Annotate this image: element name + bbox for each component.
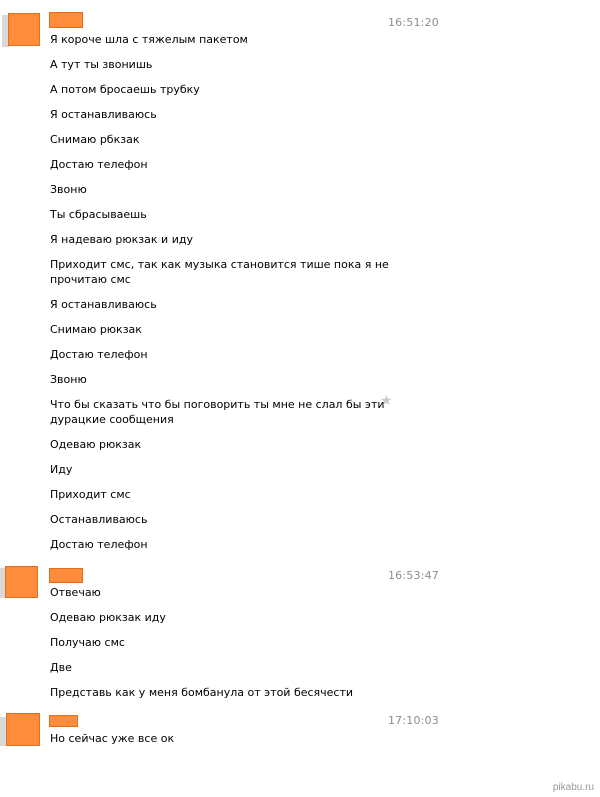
message-line: Звоню	[50, 183, 87, 196]
message-timestamp: 17:10:03	[387, 714, 439, 727]
watermark: pikabu.ru	[552, 782, 594, 793]
message-line: Отвечаю	[50, 586, 101, 599]
message-line: Представь как у меня бомбанула от этой бесячести	[50, 686, 354, 699]
message-line: Но сейчас уже все ок	[50, 732, 175, 745]
message-line: Что бы сказать что бы поговорить ты мне не слал бы эти дурацкие сообщения	[50, 398, 385, 426]
message-line: Достаю телефон	[50, 348, 148, 361]
message-line: Снимаю рбкзак	[50, 133, 140, 146]
avatar[interactable]	[5, 566, 38, 598]
star-icon[interactable]: ★	[380, 393, 393, 409]
message-line: Приходит смс, так как музыка становится тише пока я не прочитаю смс	[50, 258, 389, 286]
message-line: А тут ты звонишь	[50, 58, 153, 71]
message-line: Достаю телефон	[50, 158, 148, 171]
message-timestamp: 16:51:20	[387, 16, 439, 29]
message-line: Я останавливаюсь	[50, 108, 157, 121]
message-line: Ты сбрасываешь	[50, 208, 147, 221]
message-lines	[50, 731, 390, 756]
message-lines	[50, 32, 390, 562]
message-timestamp: 16:53:47	[387, 569, 439, 582]
sender-name[interactable]	[49, 715, 78, 727]
sender-name[interactable]	[49, 568, 83, 583]
sender-name[interactable]	[49, 12, 83, 28]
message-line: Я останавливаюсь	[50, 298, 157, 311]
message-line: Снимаю рюкзак	[50, 323, 142, 336]
message-line: Останавливаюсь	[50, 513, 148, 526]
message-line: Приходит смс	[50, 488, 131, 501]
message-line: А потом бросаешь трубку	[50, 83, 200, 96]
message-line: Иду	[50, 463, 73, 476]
message-line: Достаю телефон	[50, 538, 148, 551]
message-line: Одеваю рюкзак иду	[50, 611, 166, 624]
message-line: Я надеваю рюкзак и иду	[50, 233, 193, 246]
message-lines	[50, 585, 390, 710]
message-line: Звоню	[50, 373, 87, 386]
avatar[interactable]	[8, 13, 40, 46]
avatar[interactable]	[6, 713, 40, 746]
message-line: Я короче шла с тяжелым пакетом	[50, 33, 248, 46]
message-line: Одеваю рюкзак	[50, 438, 142, 451]
message-line: Две	[50, 661, 72, 674]
message-line: Получаю смс	[50, 636, 125, 649]
